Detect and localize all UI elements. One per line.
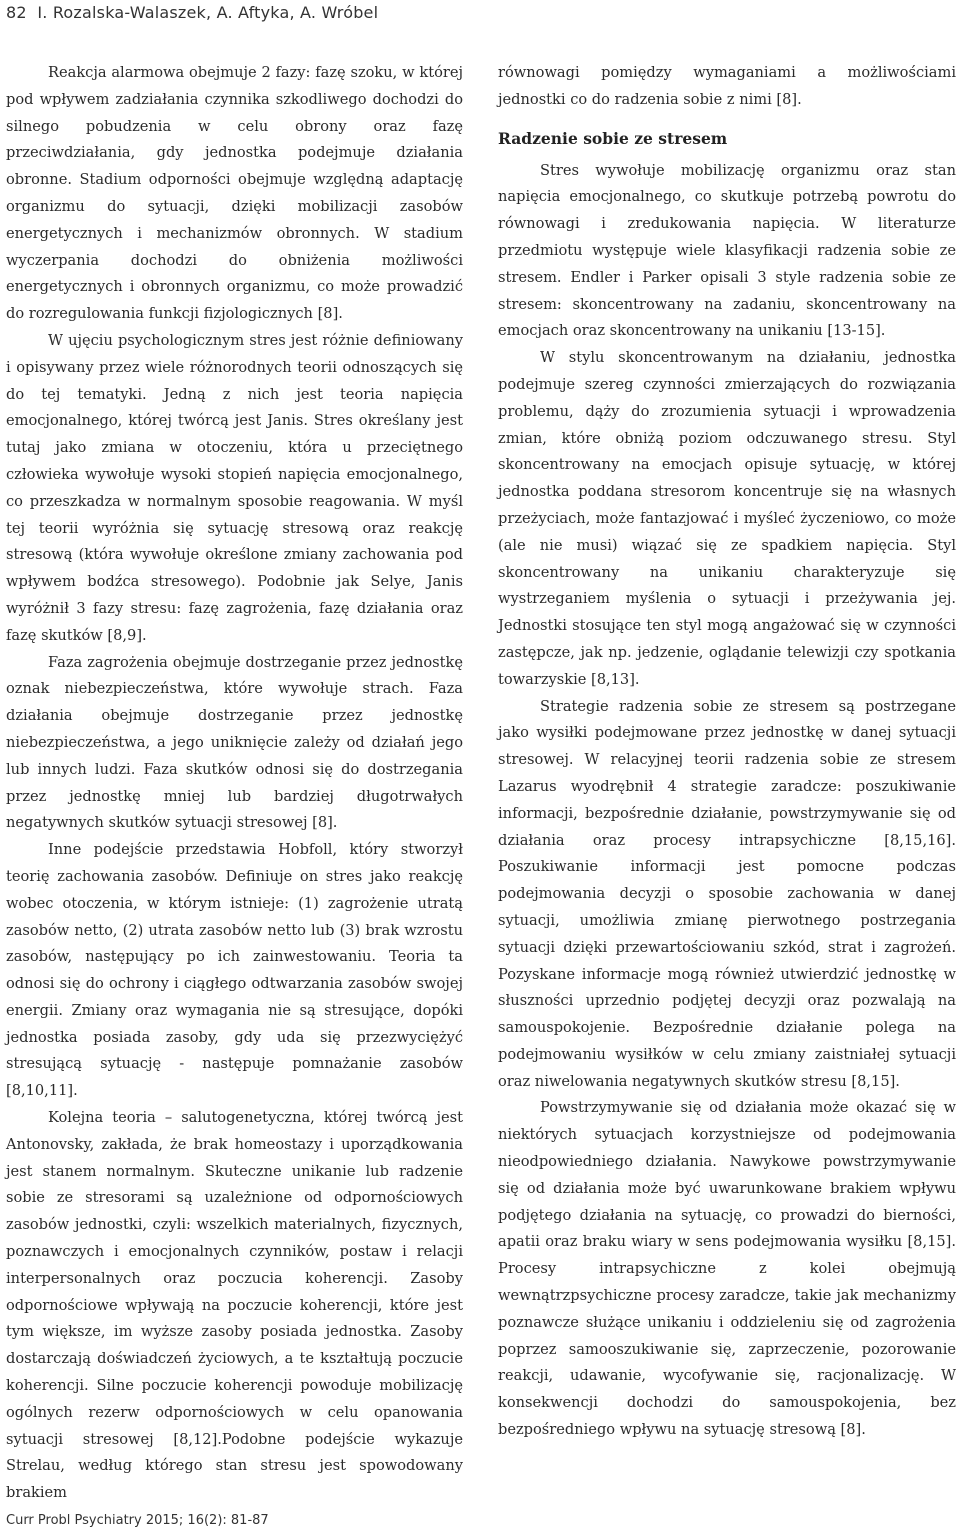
paragraph: Powstrzymywanie się od działania może okazać się w niektórych sytuacjach korzystniejsze od podejmowania nieodpowiedniego działania. Nawykowe powstrzymywanie się od działania może być uwarunkowane brakiem wpływu podjętego działania na sytuację, co prowadzi do bierności, apatii oraz braku wiary w sens podejmowania wysiłku [8,15]. Procesy intrapsychiczne z kolei obejmują wewnątrzpsychiczne procesy zaradcze, takie jak mechanizmy poznawcze służące unikaniu i oddzieleniu się od zagrożenia poprzez samooszukiwanie się, zaprzeczenie, pozorowanie reakcji, udawanie, wycofywanie się, racjonalizację. W konsekwencji dochodzi do samouspokojenia, bez bezpośredniego wpływu na sytuację stresową [8].: [498, 1099, 956, 1439]
paragraph: Stres wywołuje mobilizację organizmu oraz stan napięcia emocjonalnego, co skutkuje potrzebą powrotu do równowagi i zredukowania napięcia. W literaturze przedmiotu występuje wiele klasyfikacji radzenia sobie ze stresem. Endler i Parker opisali 3 style radzenia sobie ze stresem: skoncentrowany na zadaniu, skoncentrowany na emocjach oraz skoncentrowany na unikaniu [13-15].: [498, 161, 956, 340]
left-column: [6, 60, 463, 1507]
paragraph: Strategie radzenia sobie ze stresem są postrzegane jako wysiłki podejmowane przez jednostkę w danej sytuacji stresowej. W relacyjnej teorii radzenia sobie ze stresem Lazarus wyodrębnił 4 strategie zaradcze: poszukiwanie informacji, bezpośrednie działanie, powstrzymywanie się od działania oraz procesy intrapsychiczne [8,15,16]. Poszukiwanie informacji jest pomocne podczas podejmowania decyzji o sposobie zachowania w danej sytuacji, umożliwia zmianę pierwotnego postrzegania sytuacji dzięki przewartościowaniu szkód, strat i zagrożeń. Pozyskane informacje mogą również utwierdzić jednostkę w słuszności uprzednio podjętej decyzji oraz pozwalają na samouspokojenie. Bezpośrednie działanie polega na podejmowaniu wysiłków w celu zmiany zaistniałej sytuacji oraz niwelowania negatywnych skutków stresu [8,15].: [498, 697, 956, 1090]
paragraph: W ujęciu psychologicznym stres jest różnie definiowany i opisywany przez wiele różnorodnych teorii odnoszących się do tej tematyki. Jedną z nich jest teoria napięcia emocjonalnego, której twórcą jest Janis. Stres określany jest tutaj jako zmiana w otoczeniu, która u przeciętnego człowieka wywołuje wysoki stopień napięcia emocjonalnego, co przeszkadza w normalnym sposobie reagowania. W myśl tej teorii wyróżnia się sytuację stresową oraz reakcję stresową (która wywołuje określone zmiany zachowania pod wpływem bodźca stresowego). Podobnie jak Selye, Janis wyróżnił 3 fazy stresu: fazę zagrożenia, fazę działania oraz fazę skutków [8,9].: [6, 331, 463, 644]
section-heading: Radzenie sobie ze stresem: [498, 128, 728, 148]
paragraph: Faza zagrożenia obejmuje dostrzeganie przez jednostkę oznak niebezpieczeństwa, które wywołuje strach. Faza działania obejmuje dostrzeganie przez jednostkę niebezpieczeństwa, a jego uniknięcie zależy od działań jego lub innych ludzi. Faza skutków odnosi się do dostrzegania przez jednostkę mniej lub bardziej długotrwałych negatywnych skutków sytuacji stresowej [8].: [6, 653, 463, 832]
paragraph: Inne podejście przedstawia Hobfoll, który stworzył teorię zachowania zasobów. Definiuje on stres jako reakcję wobec otoczenia, w którym istnieje: (1) zagrożenie utratą zasobów netto, (2) utrata zasobów netto lub (3) brak wzrostu zasobów, następujący po ich zainwestowaniu. Teoria ta odnosi się do ochrony i ciągłego odtwarzania zasobów swojej energii. Zmiany oraz wymagania nie są stresujące, dopóki jednostka posiada zasoby, gdy uda się przezwyciężyć stresującą sytuację - następuje pomnażanie zasobów [8,10,11].: [6, 841, 463, 1100]
right-column: [498, 60, 956, 1444]
header-authors: I. Rozalska-Walaszek, A. Aftyka, A. Wróbel: [37, 3, 379, 22]
journal-citation: Curr Probl Psychiatry 2015; 16(2): 81-87: [6, 1513, 269, 1528]
running-header: [6, 3, 378, 22]
paragraph-continuation: równowagi pomiędzy wymaganiami a możliwościami jednostki co do radzenia sobie z nimi [8].: [498, 64, 956, 108]
paragraph: Reakcja alarmowa obejmuje 2 fazy: fazę szoku, w której pod wpływem zadziałania czynnika szkodliwego dochodzi do silnego pobudzenia w celu obrony oraz fazę przeciwdziałania, gdy jednostka podejmuje działania obronne. Stadium odporności obejmuje względną adaptację organizmu do sytuacji, dzięki mobilizacji zasobów energetycznych i mechanizmów obronnych. W stadium wyczerpania dochodzi do obniżenia możliwości energetycznych i obronnych organizmu, co może prowadzić do rozregulowania funkcji fizjologicznych [8].: [6, 64, 463, 323]
paragraph: W stylu skoncentrowanym na działaniu, jednostka podejmuje szereg czynności zmierzających do rozwiązania problemu, dąży do zrozumienia sytuacji i wprowadzenia zmian, które obniżą poziom odczuwanego stresu. Styl skoncentrowany na emocjach opisuje sytuację, w której jednostka poddana stresorom koncentruje się na własnych przeżyciach, może fantazjować i myśleć życzeniowo, co może (ale nie musi) wiązać się ze spadkiem napięcia. Styl skoncentrowany na unikaniu charakteryzuje się wystrzeganiem myślenia o sytuacji i przeżywania jej. Jednostki stosujące ten styl mogą angażować się w czynności zastępcze, jak np. jedzenie, oglądanie telewizji czy spotkania towarzyskie [8,13].: [498, 349, 956, 688]
page-number: 82: [6, 3, 27, 22]
paragraph: Kolejna teoria – salutogenetyczna, której twórcą jest Antonovsky, zakłada, że brak homeostazy i uporządkowania jest stanem normalnym. Skuteczne unikanie lub radzenie sobie ze stresorami są uzależnione od odpornościowych zasobów jednostki, czyli: wszelkich materialnych, fizycznych, poznawczych i emocjonalnych czynników, postaw i relacji interpersonalnych oraz poczucia koherencji. Zasoby odpornościowe wpływają na poczucie koherencji, które jest tym większe, im wyższe zasoby posiada jednostka. Zasoby dostarczają doświadczeń życiowych, a te kształtują poczucie koherencji. Silne poczucie koherencji powoduje mobilizację ogólnych rezerw odpornościowych w celu opanowania sytuacji stresowej [8,12].Podobne podejście wykazuje Strelau, według którego stan stresu jest spowodowany brakiem: [6, 1109, 463, 1502]
